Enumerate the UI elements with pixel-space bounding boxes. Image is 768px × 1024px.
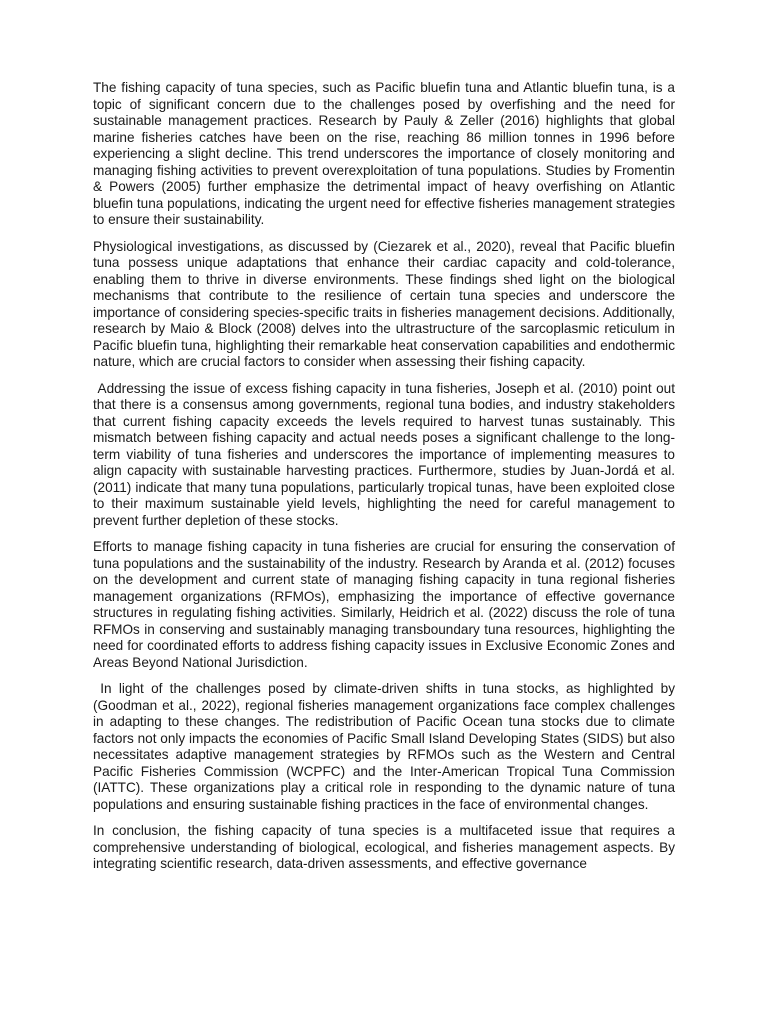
paragraph-climate-shifts: In light of the challenges posed by climate-driven shifts in tuna stocks, as highlighted by (Goodman et al., 2022), regional fisheries management organizations face complex challenges in adapting to these changes. The redistribution of Pacific Ocean tuna stocks due to climate factors not only impacts the economies of Pacific Small Island Developing States (SIDS) but also necessitates adaptive management strategies by RFMOs such as the Western and Central Pacific Fisheries Commission (WCPFC) and the Inter-American Tropical Tuna Commission (IATTC). These organizations play a critical role in responding to the dynamic nature of tuna populations and ensuring sustainable fishing practices in the face of environmental changes. — [93, 681, 679, 812]
paragraph-excess-capacity: Addressing the issue of excess fishing capacity in tuna fisheries, Joseph et al. (2010) point out that there is a consensus among governments, regional tuna bodies, and industry stakeholders that current fishing capacity exceeds the levels required to harvest tunas sustainably. This mismatch between fishing capacity and actual needs poses a significant challenge to the long-term viability of tuna fisheries and underscores the importance of implementing measures to align capacity with sustainable harvesting practices. Furthermore, studies by Juan-Jordá et al. (2011) indicate that many tuna populations, particularly tropical tunas, have been exploited close to their maximum sustainable yield levels, highlighting the need for careful management to prevent further depletion of these stocks. — [93, 380, 679, 528]
paragraph-physiology: Physiological investigations, as discussed by (Ciezarek et al., 2020), reveal that Pacific bluefin tuna possess unique adaptations that enhance their cardiac capacity and cold-tolerance, enabling them to thrive in diverse environments. These findings shed light on the biological mechanisms that contribute to the resilience of certain tuna species and underscore the importance of considering species-specific traits in fisheries management decisions. Additionally, research by Maio & Block (2008) delves into the ultrastructure of the sarcoplasmic reticulum in Pacific bluefin tuna, highlighting their remarkable heat conservation capabilities and endothermic nature, which are crucial factors to consider when assessing their fishing capacity. — [93, 238, 679, 369]
paragraph-rfmo-management: Efforts to manage fishing capacity in tuna fisheries are crucial for ensuring the conservation of tuna populations and the sustainability of the industry. Research by Aranda et al. (2012) focuses on the development and current state of managing fishing capacity in tuna regional fisheries management organizations (RFMOs), emphasizing the importance of effective governance structures in regulating fishing activities. Similarly, Heidrich et al. (2022) discuss the role of tuna RFMOs in conserving and sustainably managing transboundary tuna resources, highlighting the need for coordinated efforts to address fishing capacity issues in Exclusive Economic Zones and Areas Beyond National Jurisdiction. — [93, 539, 679, 670]
paragraph-intro: The fishing capacity of tuna species, such as Pacific bluefin tuna and Atlantic bluefin tuna, is a topic of significant concern due to the challenges posed by overfishing and the need for sustainable management practices. Research by Pauly & Zeller (2016) highlights that global marine fisheries catches have been on the rise, reaching 86 million tonnes in 1996 before experiencing a slight decline. This trend underscores the importance of closely monitoring and managing fishing activities to prevent overexploitation of tuna populations. Studies by Fromentin & Powers (2005) further emphasize the detrimental impact of heavy overfishing on Atlantic bluefin tuna populations, indicating the urgent need for effective fisheries management strategies to ensure their sustainability. — [93, 80, 679, 227]
paragraph-conclusion: In conclusion, the fishing capacity of tuna species is a multifaceted issue that requires a comprehensive understanding of biological, ecological, and fisheries management aspects. By integrating scientific research, data-driven assessments, and effective governance — [93, 823, 679, 871]
